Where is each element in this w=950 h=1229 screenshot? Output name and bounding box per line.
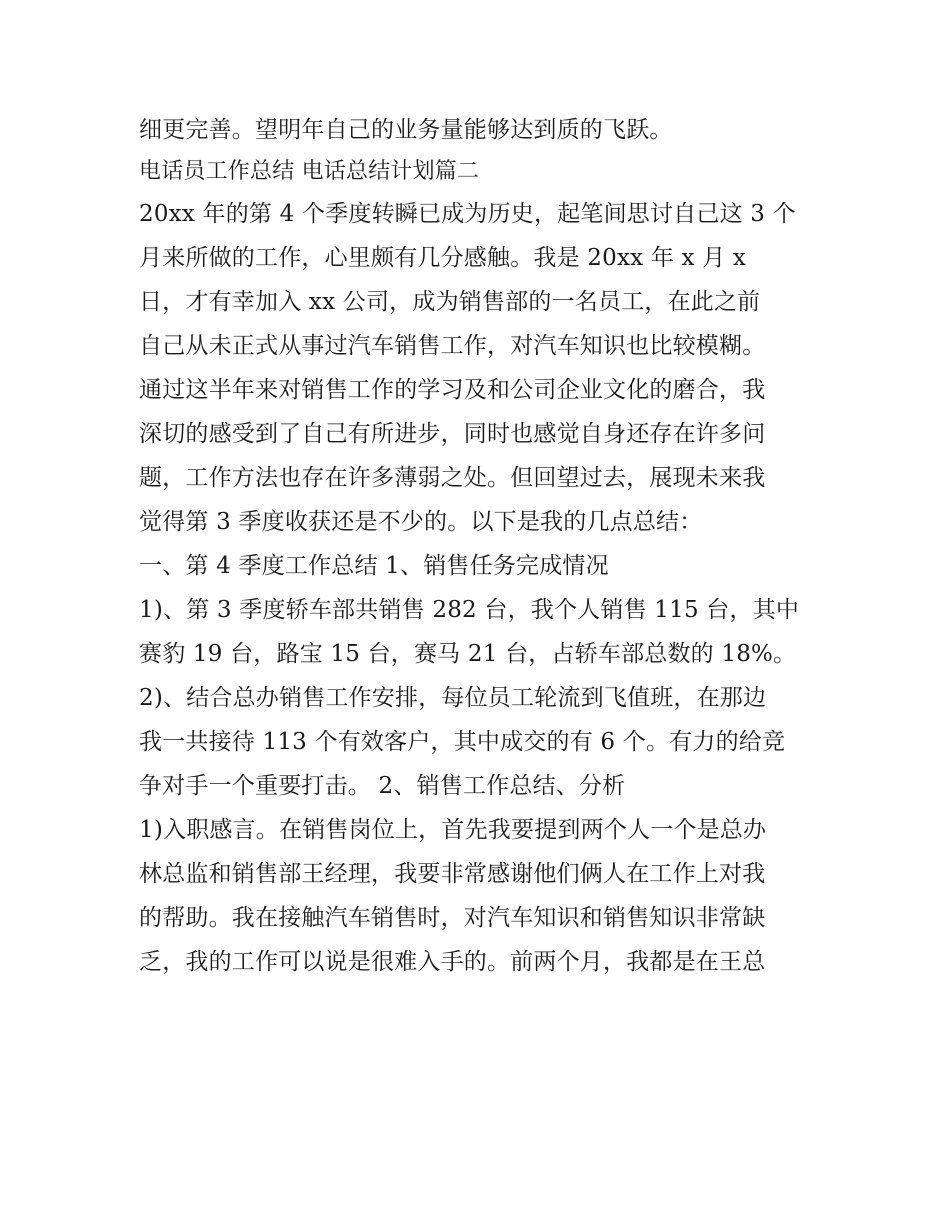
text-line: 20xx 年的第 4 个季度转瞬已成为历史，起笔间思讨自己这 3 个 — [139, 201, 796, 227]
text-line: 赛豹 19 台，路宝 15 台，赛马 21 台，占轿车部总数的 18%。 — [139, 641, 797, 667]
text-line: 我一共接待 113 个有效客户，其中成交的有 6 个。有力的给竞 — [139, 729, 786, 755]
text-line: 自己从未正式从事过汽车销售工作，对汽车知识也比较模糊。 — [139, 333, 766, 359]
text-line: 2)、结合总办销售工作安排，每位员工轮流到飞值班，在那边 — [139, 685, 767, 711]
text-line: 乏，我的工作可以说是很难入手的。前两个月，我都是在王总 — [139, 949, 766, 975]
text-line: 深切的感受到了自己有所进步，同时也感觉自身还存在许多问 — [139, 421, 766, 447]
text-line: 1)、第 3 季度轿车部共销售 282 台，我个人销售 115 台，其中 — [139, 597, 800, 623]
text-line: 月来所做的工作，心里颇有几分感触。我是 20xx 年 x 月 x — [139, 245, 747, 271]
text-line: 争对手一个重要打击。 2、销售工作总结、分析 — [139, 773, 626, 799]
section-heading: 电话员工作总结 电话总结计划篇二 — [139, 159, 480, 184]
text-line: 林总监和销售部王经理，我要非常感谢他们俩人在工作上对我 — [139, 861, 766, 887]
text-line: 觉得第 3 季度收获还是不少的。以下是我的几点总结： — [139, 509, 703, 535]
text-line: 的帮助。我在接触汽车销售时，对汽车知识和销售知识非常缺 — [139, 905, 766, 931]
text-line: 1)入职感言。在销售岗位上，首先我要提到两个人一个是总办 — [139, 817, 767, 843]
text-line: 通过这半年来对销售工作的学习及和公司企业文化的磨合，我 — [139, 377, 766, 403]
text-line: 一、第 4 季度工作总结 1、销售任务完成情况 — [139, 553, 609, 579]
document-page — [139, 108, 819, 984]
text-line: 细更完善。望明年自己的业务量能够达到质的飞跃。 — [139, 117, 673, 143]
text-line: 日，才有幸加入 xx 公司，成为销售部的一名员工，在此之前 — [139, 289, 761, 315]
text-line: 题，工作方法也存在许多薄弱之处。但回望过去，展现未来我 — [139, 465, 766, 491]
